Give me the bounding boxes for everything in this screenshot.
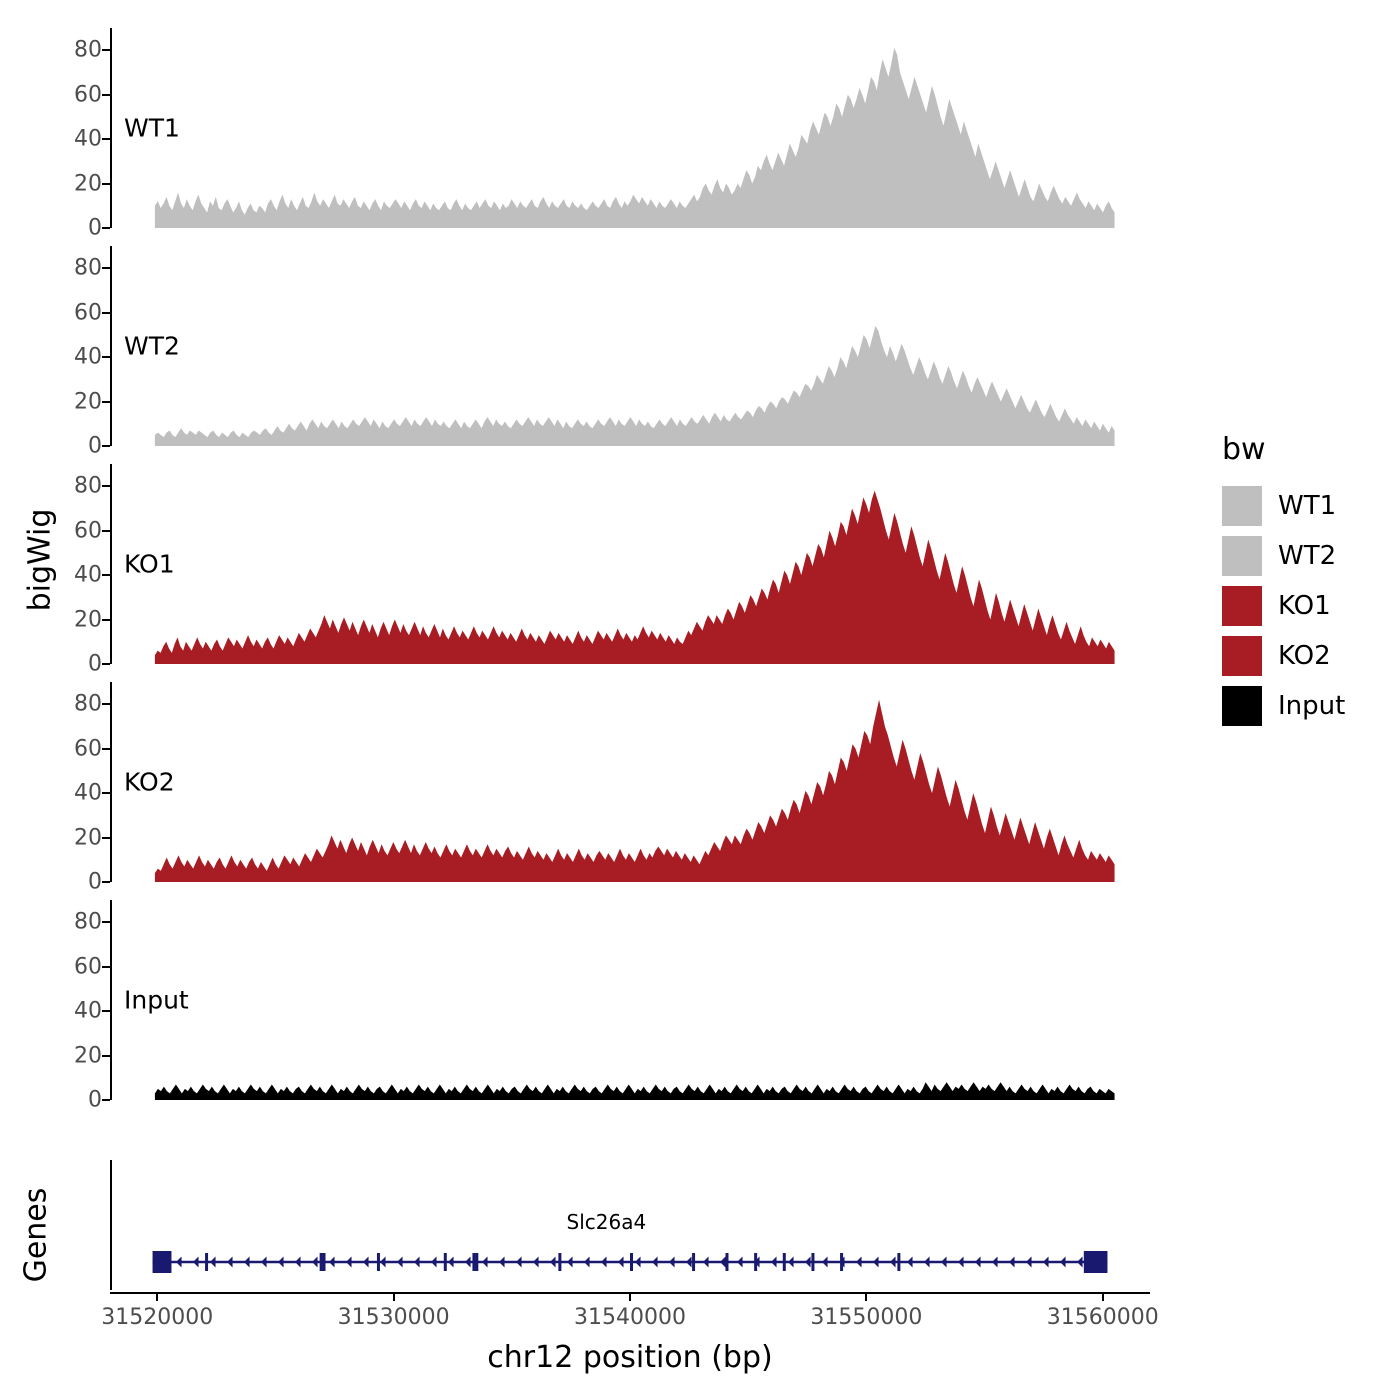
strand-arrow (363, 1257, 368, 1268)
y-tick-label: 40 (74, 562, 102, 588)
y-tick-label: 60 (74, 736, 102, 762)
legend-title: bw (1222, 432, 1266, 467)
y-tick-label: 60 (74, 300, 102, 326)
exon-tick (897, 1253, 900, 1271)
signal-path (155, 491, 1115, 664)
strand-arrow (1077, 1257, 1083, 1268)
track-panel-wt2 (74, 246, 1150, 459)
strand-arrow (703, 1257, 709, 1268)
legend-item-wt2[interactable] (1222, 531, 1392, 581)
track-panel-wt1 (74, 28, 1150, 241)
y-tick-mark (102, 356, 110, 358)
y-tick-label: 0 (88, 869, 102, 895)
strand-arrow (584, 1257, 590, 1268)
strand-arrow (1026, 1257, 1032, 1268)
legend-label: WT2 (1278, 541, 1337, 571)
x-tick-mark (1102, 1292, 1104, 1301)
exon-tick (205, 1253, 208, 1271)
legend-swatch (1222, 686, 1262, 726)
y-tick-mark (102, 748, 110, 750)
x-tick-label: 31560000 (1046, 1305, 1159, 1330)
y-tick-mark (102, 881, 110, 883)
strand-arrow (873, 1257, 879, 1268)
signal-path (155, 1082, 1115, 1100)
x-tick-mark (156, 1292, 158, 1301)
y-tick-mark (102, 1099, 110, 1101)
y-tick-mark (102, 1010, 110, 1012)
signal-area-input (110, 900, 1150, 1100)
y-tick-mark (102, 312, 110, 314)
track-panel-ko1 (74, 464, 1150, 677)
track-panel-ko2 (74, 682, 1150, 895)
exon-tick (323, 1253, 326, 1271)
strand-arrow (805, 1257, 811, 1268)
strand-arrow (941, 1257, 947, 1268)
strand-arrow (397, 1257, 403, 1268)
strand-arrow (822, 1257, 828, 1268)
y-tick-mark (102, 792, 110, 794)
exon-tick (725, 1253, 728, 1271)
y-tick-label: 60 (74, 518, 102, 544)
x-tick-mark (865, 1292, 867, 1301)
legend-label: KO1 (1278, 591, 1331, 621)
y-tick-label: 20 (74, 825, 102, 851)
y-tick-label: 80 (74, 691, 102, 717)
exon-box (1084, 1251, 1108, 1273)
strand-arrow (550, 1257, 556, 1268)
y-tick-label: 20 (74, 389, 102, 415)
strand-arrow (567, 1257, 573, 1268)
y-tick-label: 0 (88, 215, 102, 241)
strand-arrow (244, 1257, 250, 1268)
x-tick-label: 31550000 (810, 1305, 923, 1330)
legend-item-ko1[interactable] (1222, 581, 1392, 631)
y-tick-mark (102, 227, 110, 229)
strand-arrow (669, 1257, 675, 1268)
gene-model-svg (110, 1160, 1150, 1290)
gene-name-label: Slc26a4 (566, 1210, 647, 1234)
legend-item-ko2[interactable] (1222, 631, 1392, 681)
strand-arrow (227, 1257, 233, 1268)
strand-arrow (975, 1257, 981, 1268)
y-tick-mark (102, 574, 110, 576)
strand-arrow (924, 1257, 930, 1268)
signal-area-ko2 (110, 682, 1150, 882)
exon-tick (754, 1253, 757, 1271)
exon-tick (320, 1253, 323, 1271)
strand-arrow (499, 1257, 505, 1268)
legend (1222, 432, 1392, 731)
exon-tick (377, 1253, 380, 1271)
y-tick-label: 60 (74, 954, 102, 980)
strand-arrow (533, 1257, 539, 1268)
exon-tick (811, 1253, 814, 1271)
x-axis-label: chr12 position (bp) (487, 1340, 773, 1375)
strand-arrow (176, 1257, 182, 1268)
strand-arrow (516, 1257, 522, 1268)
y-tick-mark (102, 94, 110, 96)
strand-arrow (210, 1257, 216, 1268)
strand-arrow (890, 1257, 896, 1268)
x-tick-label: 31520000 (101, 1305, 214, 1330)
exon-tick (444, 1253, 447, 1271)
signal-area-ko1 (110, 464, 1150, 664)
y-tick-mark (102, 703, 110, 705)
y-tick-label: 80 (74, 37, 102, 63)
exon-tick (692, 1253, 695, 1271)
y-tick-mark (102, 921, 110, 923)
strand-arrow (958, 1257, 964, 1268)
y-tick-label: 80 (74, 909, 102, 935)
strand-arrow (618, 1257, 624, 1268)
y-tick-label: 20 (74, 171, 102, 197)
strand-arrow (601, 1257, 607, 1268)
legend-label: WT1 (1278, 491, 1337, 521)
signal-path (155, 700, 1115, 882)
strand-arrow (1009, 1257, 1015, 1268)
y-tick-label: 20 (74, 1043, 102, 1069)
track-name-label: WT1 (124, 113, 180, 143)
y-tick-mark (102, 1055, 110, 1057)
strand-arrow (737, 1257, 743, 1268)
y-tick-label: 0 (88, 1087, 102, 1113)
strand-arrow (652, 1257, 658, 1268)
track-name-label: Input (124, 985, 189, 1015)
y-tick-label: 60 (74, 82, 102, 108)
y-axis-label-text: bigWig (22, 508, 58, 612)
strand-arrow (380, 1257, 386, 1268)
strand-arrow (686, 1257, 692, 1268)
exon-tick (475, 1253, 478, 1271)
exon-tick (472, 1253, 475, 1271)
signal-area-wt2 (110, 246, 1150, 446)
exon-tick (558, 1253, 561, 1271)
y-tick-label: 40 (74, 344, 102, 370)
legend-item-wt1[interactable] (1222, 481, 1392, 531)
exon-tick (630, 1253, 633, 1271)
x-tick-label: 31540000 (574, 1305, 686, 1330)
signal-area-wt1 (110, 28, 1150, 228)
signal-path (155, 326, 1115, 446)
strand-arrow (992, 1257, 998, 1268)
strand-arrow (635, 1257, 641, 1268)
y-tick-label: 40 (74, 998, 102, 1024)
strand-arrow (346, 1257, 352, 1268)
legend-label: KO2 (1278, 641, 1331, 671)
y-tick-label: 80 (74, 255, 102, 281)
gene-track-panel (110, 1160, 1150, 1290)
y-tick-mark (102, 267, 110, 269)
legend-swatch (1222, 636, 1262, 676)
y-tick-mark (102, 530, 110, 532)
y-tick-mark (102, 445, 110, 447)
legend-items (1222, 481, 1392, 731)
exon-tick (840, 1253, 843, 1271)
track-name-label: KO2 (124, 767, 175, 797)
strand-arrow (414, 1257, 420, 1268)
y-tick-mark (102, 138, 110, 140)
track-name-label: KO1 (124, 549, 175, 579)
y-tick-mark (102, 49, 110, 51)
exon-tick (783, 1253, 786, 1271)
strand-arrow (907, 1257, 913, 1268)
strand-arrow (720, 1257, 726, 1268)
strand-arrow (1043, 1257, 1049, 1268)
exon-box (153, 1251, 172, 1273)
strand-arrow (482, 1257, 488, 1268)
strand-arrow (329, 1257, 335, 1268)
genes-axis-label-text: Genes (18, 1187, 54, 1283)
y-tick-label: 0 (88, 651, 102, 677)
y-tick-mark (102, 837, 110, 839)
y-tick-mark (102, 401, 110, 403)
strand-arrow (295, 1257, 301, 1268)
genes-axis-label (6, 1180, 66, 1290)
strand-arrow (465, 1257, 471, 1268)
y-tick-label: 0 (88, 433, 102, 459)
strand-arrow (278, 1257, 284, 1268)
y-tick-label: 80 (74, 473, 102, 499)
strand-arrow (1060, 1257, 1066, 1268)
y-tick-mark (102, 966, 110, 968)
x-tick-mark (393, 1292, 395, 1301)
strand-arrow (856, 1257, 862, 1268)
legend-swatch (1222, 586, 1262, 626)
x-tick-mark (629, 1292, 631, 1301)
y-tick-mark (102, 619, 110, 621)
legend-swatch (1222, 536, 1262, 576)
track-name-label: WT2 (124, 331, 180, 361)
y-tick-label: 40 (74, 126, 102, 152)
y-tick-label: 40 (74, 780, 102, 806)
strand-arrow (431, 1257, 437, 1268)
y-tick-mark (102, 663, 110, 665)
track-panel-input (74, 900, 1150, 1113)
signal-path (155, 48, 1115, 228)
strand-arrow (312, 1257, 318, 1268)
y-tick-label: 20 (74, 607, 102, 633)
strand-arrow (193, 1257, 199, 1268)
y-tick-mark (102, 485, 110, 487)
y-tick-mark (102, 183, 110, 185)
strand-arrow (771, 1257, 777, 1268)
legend-item-input[interactable] (1222, 681, 1392, 731)
strand-arrow (261, 1257, 267, 1268)
strand-arrow (448, 1257, 454, 1268)
legend-swatch (1222, 486, 1262, 526)
strand-arrow (788, 1257, 794, 1268)
legend-label: Input (1278, 691, 1346, 721)
x-tick-label: 31530000 (337, 1305, 450, 1330)
